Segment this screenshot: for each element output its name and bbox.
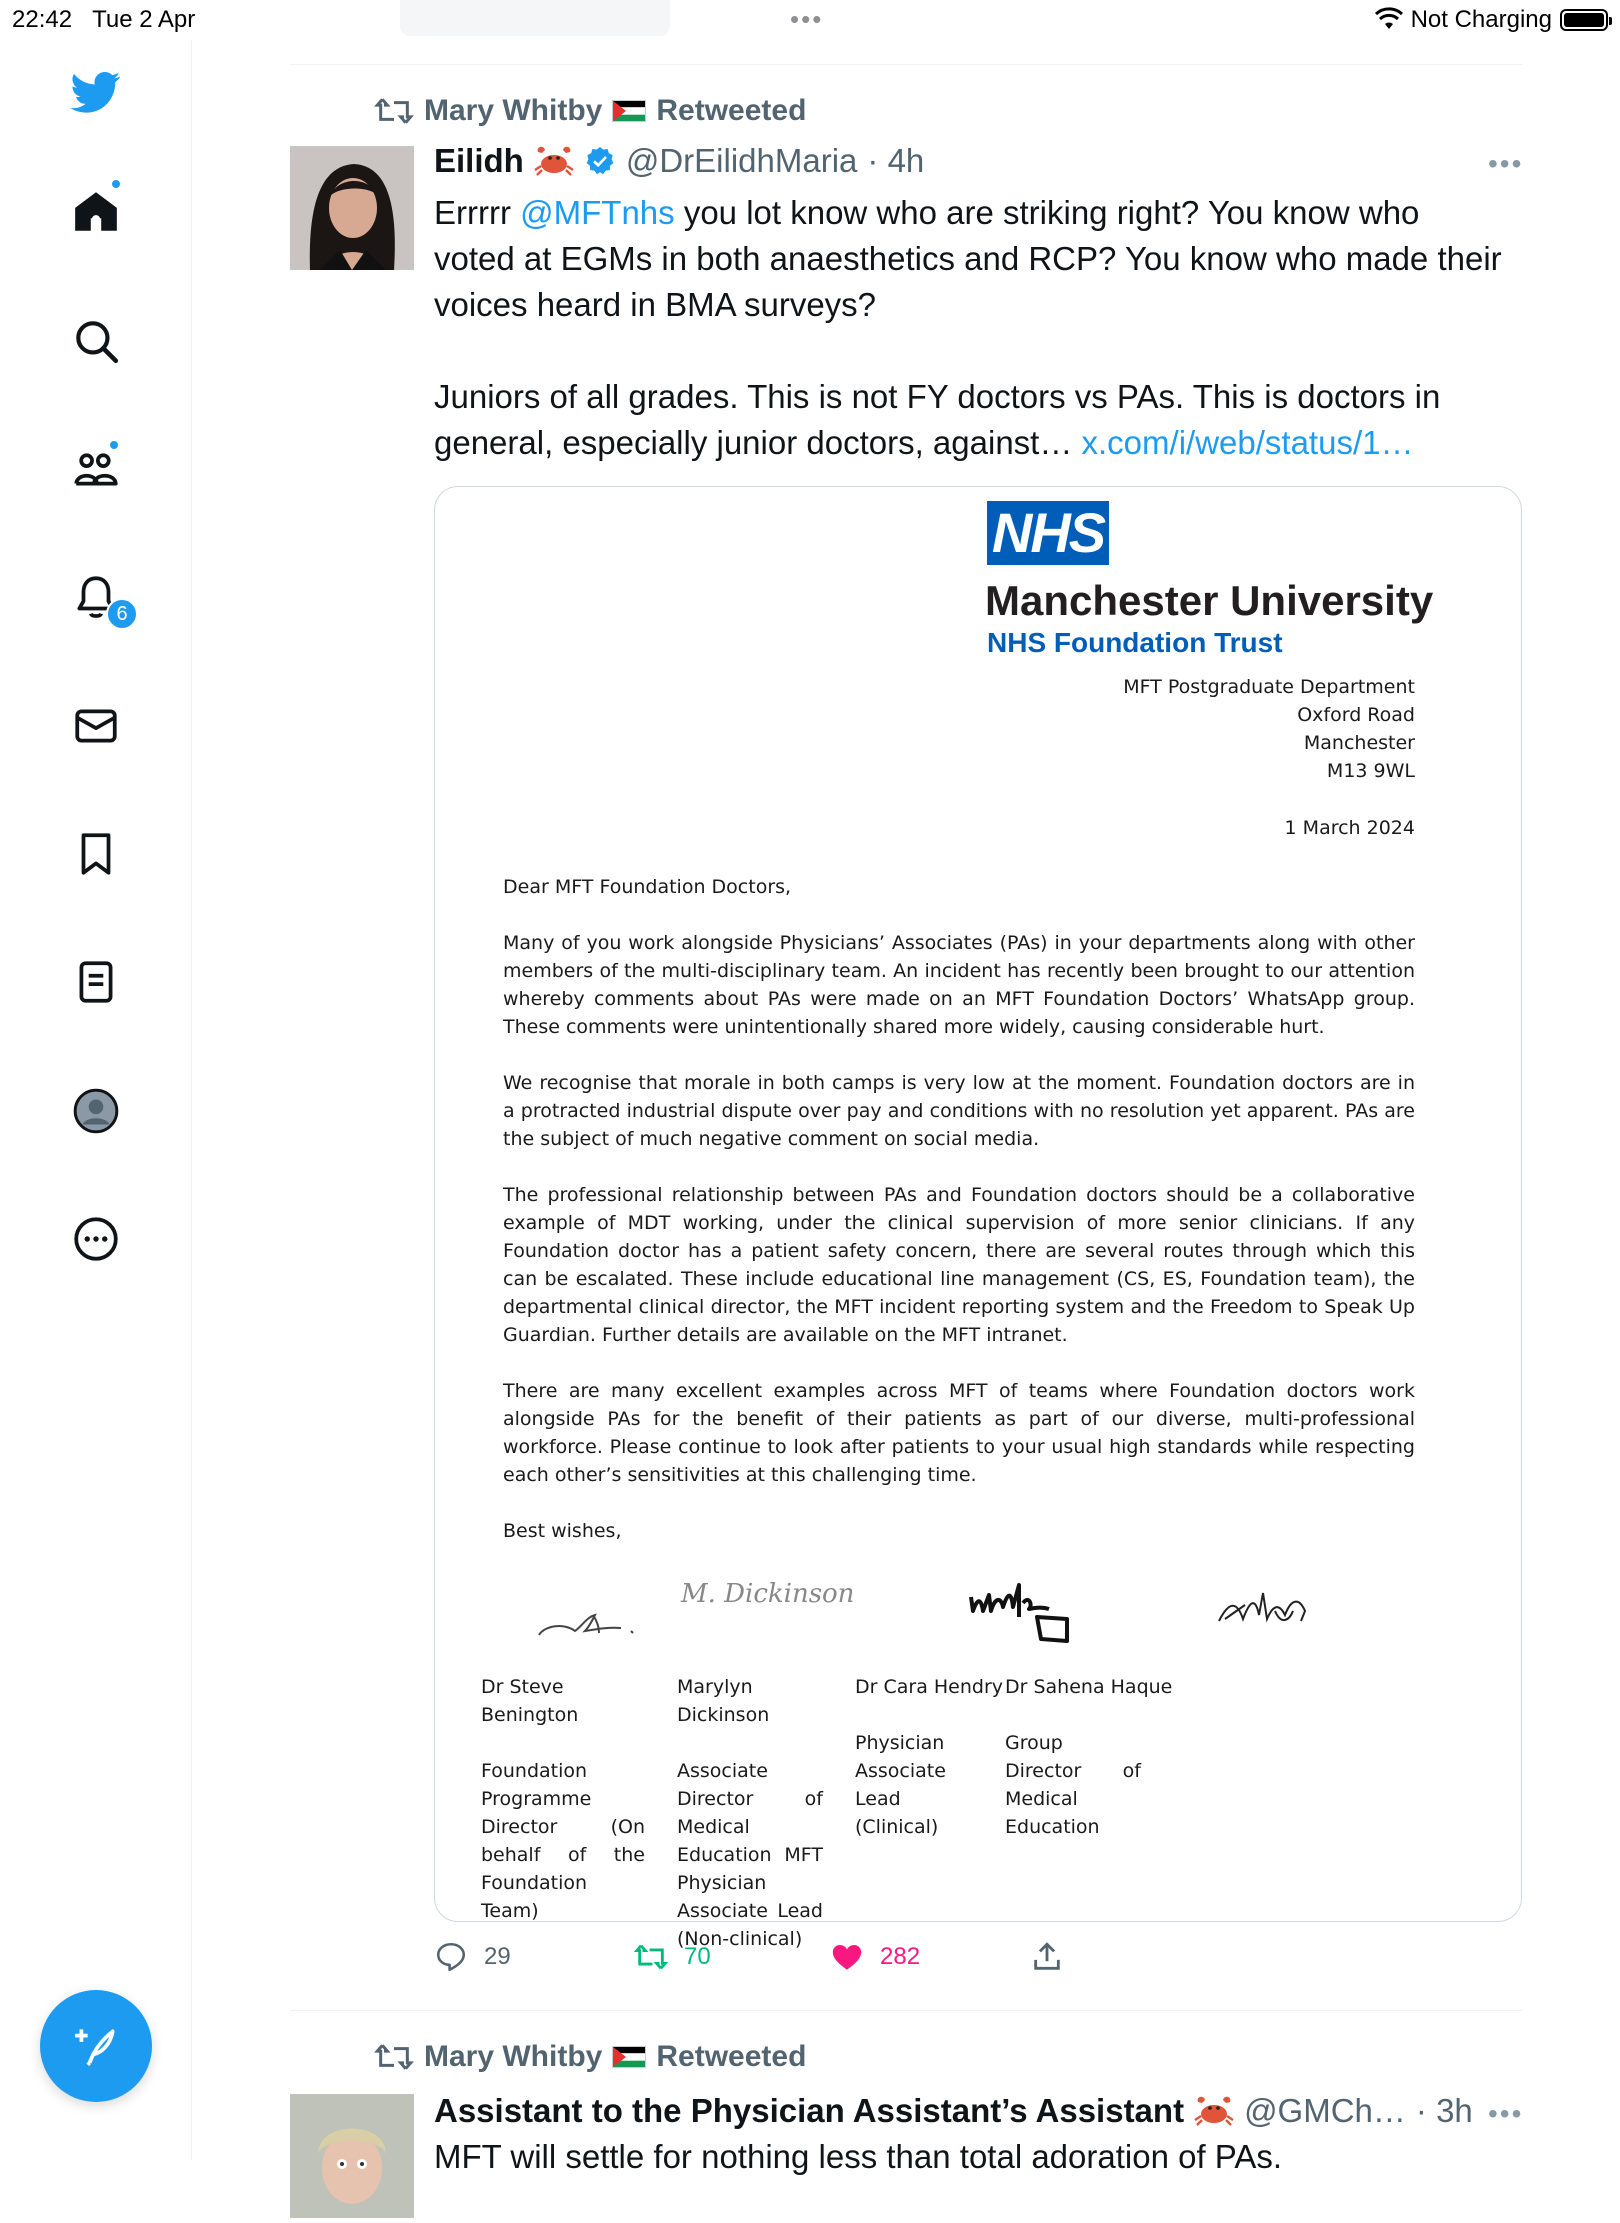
crab-emoji-icon bbox=[534, 144, 574, 178]
author-handle[interactable]: @GMCh… bbox=[1244, 2092, 1406, 2129]
share-icon bbox=[1030, 1940, 1064, 1974]
org-name: Manchester University bbox=[985, 577, 1434, 624]
tweet-text: Errrrr @MFTnhs you lot know who are striking right? You know who voted at EGMs in both anaesthetics and RCP? You know who made their voices heard in BMA surveys? Juniors of all grades. This is not FY doctors vs PAs. This is doctors in general, especially junior doctors, against… x.com/i/web/status/1… bbox=[434, 194, 1502, 461]
retweeted-label: Retweeted bbox=[656, 94, 807, 127]
tweet-header bbox=[434, 142, 924, 180]
tweet-media-image[interactable] bbox=[434, 486, 1522, 1950]
home-icon[interactable] bbox=[66, 182, 126, 242]
signer-4: Dr Sahena Haque Group Director of Medical Education bbox=[1005, 1676, 1173, 1838]
palestine-flag-icon bbox=[612, 2046, 646, 2068]
compose-tweet-button[interactable] bbox=[40, 1990, 152, 2102]
status-time: 22:42 Tue 2 Apr bbox=[12, 6, 196, 33]
letter-document bbox=[435, 487, 1523, 1950]
author-avatar[interactable] bbox=[290, 2094, 414, 2218]
author-handle[interactable]: @DrEilidhMaria bbox=[625, 142, 858, 179]
divider bbox=[290, 2010, 1522, 2011]
bookmarks-icon[interactable] bbox=[66, 824, 126, 884]
messages-envelope-icon[interactable] bbox=[66, 696, 126, 756]
twitter-logo-icon[interactable] bbox=[66, 62, 126, 122]
tweet-actions bbox=[434, 1940, 1522, 1984]
verified-badge-icon bbox=[584, 145, 616, 177]
signer-3: Dr Cara Hendry Physician Associate Lead (Clinical) bbox=[855, 1676, 1004, 1838]
reply-button[interactable] bbox=[434, 1940, 511, 1974]
retweet-context bbox=[374, 2040, 806, 2074]
signer-1: Dr Steve Benington Foundation Programme Director (On behalf of the Foundation Team) bbox=[481, 1676, 645, 1922]
org-trust: NHS Foundation Trust bbox=[987, 627, 1283, 658]
retweet-context bbox=[374, 94, 806, 128]
crab-emoji-icon bbox=[1194, 2094, 1234, 2128]
feather-plus-icon bbox=[71, 2021, 121, 2071]
retweeted-by-name[interactable]: Mary Whitby bbox=[424, 2040, 603, 2073]
battery-icon bbox=[1560, 9, 1608, 31]
author-avatar[interactable] bbox=[290, 146, 414, 270]
tweet-timestamp[interactable]: · 4h bbox=[867, 142, 925, 179]
letter-paragraph: There are many excellent examples across MFT of teams where Foundation doctors work alongside PAs for the benefit of their patients as part of our diverse, multi-professional workforce. Please continue to look after patients to your usual high standards while respecting each other’s sensitivities at this challenging time. bbox=[503, 1380, 1415, 1486]
retweet-button[interactable] bbox=[634, 1940, 711, 1974]
tweet-more-icon[interactable]: ••• bbox=[1488, 148, 1524, 179]
letter-paragraph: Many of you work alongside Physicians’ Associates (PAs) in your departments along with other members of the multi-disciplinary team. An incident has recently been brought to our attention whereby comments about PAs were made on an MFT Foundation Doctors’ WhatsApp group. These comments were unintentionally shared more widely, causing considerable hurt. bbox=[503, 932, 1415, 1038]
divider bbox=[290, 64, 1522, 65]
mention-link[interactable]: @MFTnhs bbox=[520, 194, 675, 231]
tweet-header bbox=[434, 2092, 1473, 2130]
retweet-count: 70 bbox=[684, 1943, 711, 1970]
share-button[interactable] bbox=[1030, 1940, 1064, 1974]
notification-count-badge: 6 bbox=[106, 598, 138, 630]
more-options-icon[interactable] bbox=[66, 1209, 126, 1269]
author-name[interactable]: Eilidh bbox=[434, 142, 524, 179]
retweet-icon bbox=[374, 2040, 414, 2074]
like-button[interactable] bbox=[830, 1940, 920, 1974]
heart-icon bbox=[830, 1940, 864, 1974]
author-name[interactable]: Assistant to the Physician Assistant’s Assistant bbox=[434, 2092, 1185, 2129]
signature-2: M. Dickinson bbox=[681, 1579, 855, 1609]
tweet-text: MFT will settle for nothing less than total adoration of PAs. bbox=[434, 2138, 1283, 2175]
retweeted-by-name[interactable]: Mary Whitby bbox=[424, 94, 603, 127]
tweet-timestamp[interactable]: · 3h bbox=[1415, 2092, 1473, 2129]
signer-2: Marylyn Dickinson Associate Director of Medical Education MFT Physician Associate Lead (Non-clinical) bbox=[677, 1676, 823, 1950]
retweeted-label: Retweeted bbox=[656, 2040, 807, 2073]
letter-address: MFT Postgraduate Department Oxford Road Manchester M13 9WL bbox=[1123, 676, 1415, 782]
letter-date: 1 March 2024 bbox=[1284, 817, 1415, 839]
profile-avatar-icon[interactable] bbox=[66, 1081, 126, 1141]
charging-status: Not Charging bbox=[1410, 6, 1552, 33]
signature-1 bbox=[535, 1595, 655, 1655]
retweet-icon bbox=[374, 94, 414, 128]
search-icon[interactable] bbox=[66, 311, 126, 371]
tweet-more-icon[interactable]: ••• bbox=[1488, 2098, 1524, 2129]
nhs-logo: NHS bbox=[987, 501, 1109, 565]
like-count: 282 bbox=[880, 1943, 921, 1970]
salutation: Dear MFT Foundation Doctors, bbox=[503, 876, 792, 898]
status-link[interactable]: x.com/i/web/status/1… bbox=[1081, 424, 1414, 461]
palestine-flag-icon bbox=[612, 100, 646, 122]
timeline bbox=[290, 0, 1524, 2175]
reply-count: 29 bbox=[484, 1943, 511, 1970]
letter-body bbox=[503, 873, 1415, 1573]
letter-paragraph: The professional relationship between PAs and Foundation doctors should be a collaborative example of MDT working, under the clinical supervision of more senior clinicians. If any Foundation doctor has a patient safety concern, there are several routes through which this can be escalated. These include educational line management (CS, ES, Foundation team), the departmental clinical director, the MFT incident reporting system and the Freedom to Speak Up Guardian. Further details are available on the MFT intranet. bbox=[503, 1184, 1415, 1346]
sidebar bbox=[0, 40, 192, 2160]
lists-icon[interactable] bbox=[66, 952, 126, 1012]
retweet-icon bbox=[634, 1940, 668, 1974]
multitasking-dots-icon[interactable]: ••• bbox=[790, 4, 824, 34]
reply-icon bbox=[434, 1940, 468, 1974]
communities-icon[interactable] bbox=[66, 439, 126, 499]
letter-paragraph: We recognise that morale in both camps is very low at the moment. Foundation doctors are in a protracted industrial dispute over pay and conditions with no resolution yet apparent. PAs are the subject of much negative comment on social media. bbox=[503, 1072, 1415, 1150]
signature-3 bbox=[967, 1577, 1087, 1657]
signoff: Best wishes, bbox=[503, 1520, 622, 1542]
signature-4 bbox=[1215, 1581, 1325, 1641]
